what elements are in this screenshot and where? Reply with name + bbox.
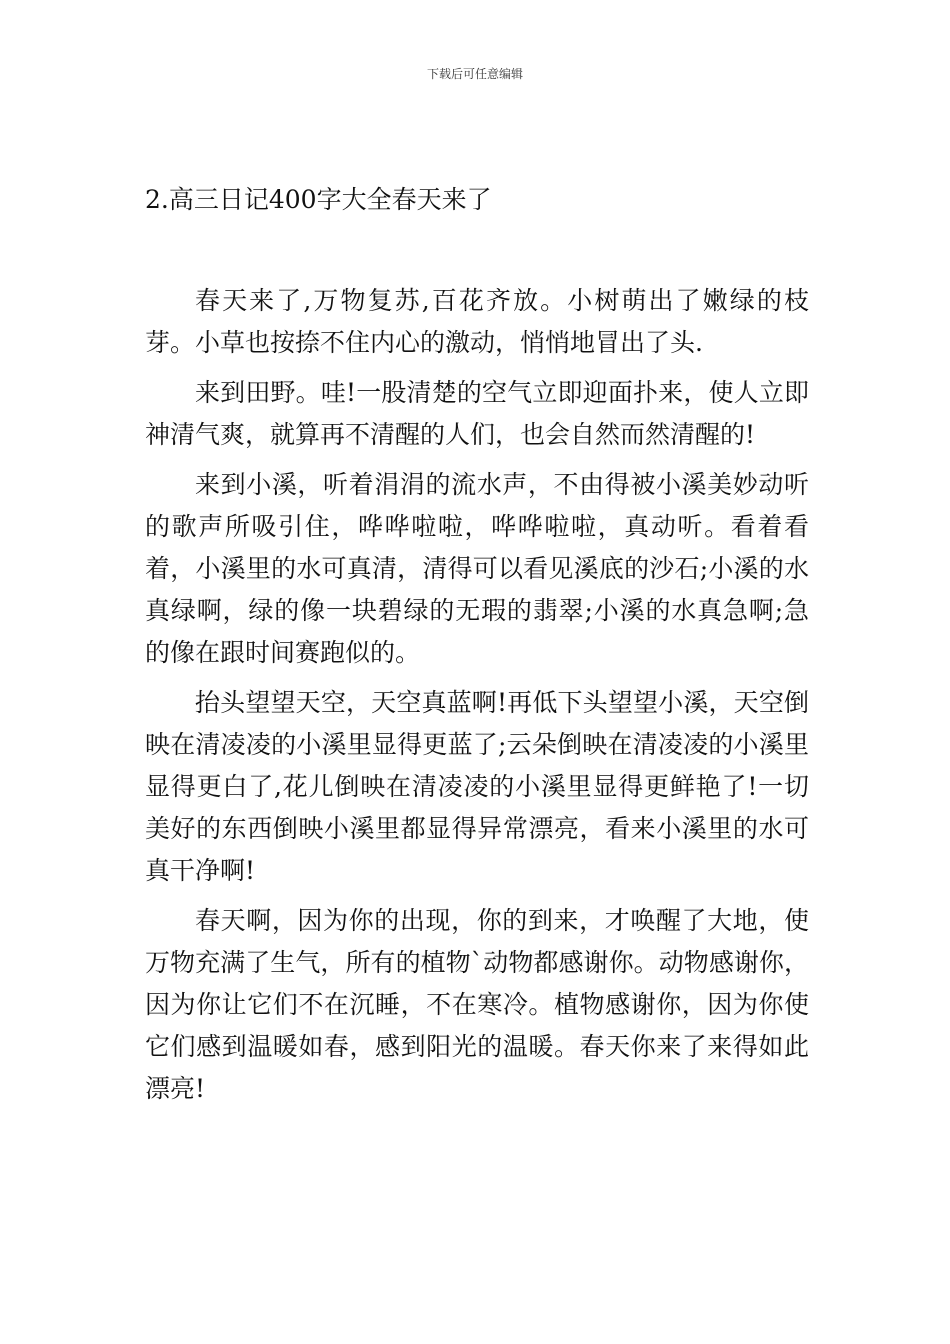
document-title: 2.高三日记400字大全春天来了 [145,185,492,214]
page-header: 下载后可任意编辑 [426,67,523,81]
document-body [145,280,809,1118]
paragraph: 春天来了,万物复苏,百花齐放。小树萌出了嫩绿的枝芽。小草也按捺不住内心的激动，悄悄地冒出了头. [145,286,809,357]
paragraph: 抬头望望天空，天空真蓝啊!再低下头望望小溪，天空倒映在清凌凌的小溪里显得更蓝了;云朵倒映在清凌凌的小溪里显得更白了,花儿倒映在清凌凌的小溪里显得更鲜艳了!一切美好的东西倒映小溪里都显得异常漂亮，看来小溪里的水可真干净啊! [145,688,809,885]
paragraph: 春天啊，因为你的出现，你的到来，才唤醒了大地，使万物充满了生气，所有的植物`动物都感谢你。动物感谢你，因为你让它们不在沉睡，不在寒冷。植物感谢你，因为你使它们感到温暖如春，感到阳光的温暖。春天你来了来得如此漂亮! [145,906,809,1103]
paragraph: 来到田野。哇!一股清楚的空气立即迎面扑来，使人立即神清气爽，就算再不清醒的人们，也会自然而然清醒的! [145,378,809,449]
paragraph: 来到小溪，听着涓涓的流水声，不由得被小溪美妙动听的歌声所吸引住，哗哗啦啦，哗哗啦啦，真动听。看着看着，小溪里的水可真清，清得可以看见溪底的沙石;小溪的水真绿啊，绿的像一块碧绿的无瑕的翡翠;小溪的水真急啊;急的像在跟时间赛跑似的。 [145,470,809,667]
